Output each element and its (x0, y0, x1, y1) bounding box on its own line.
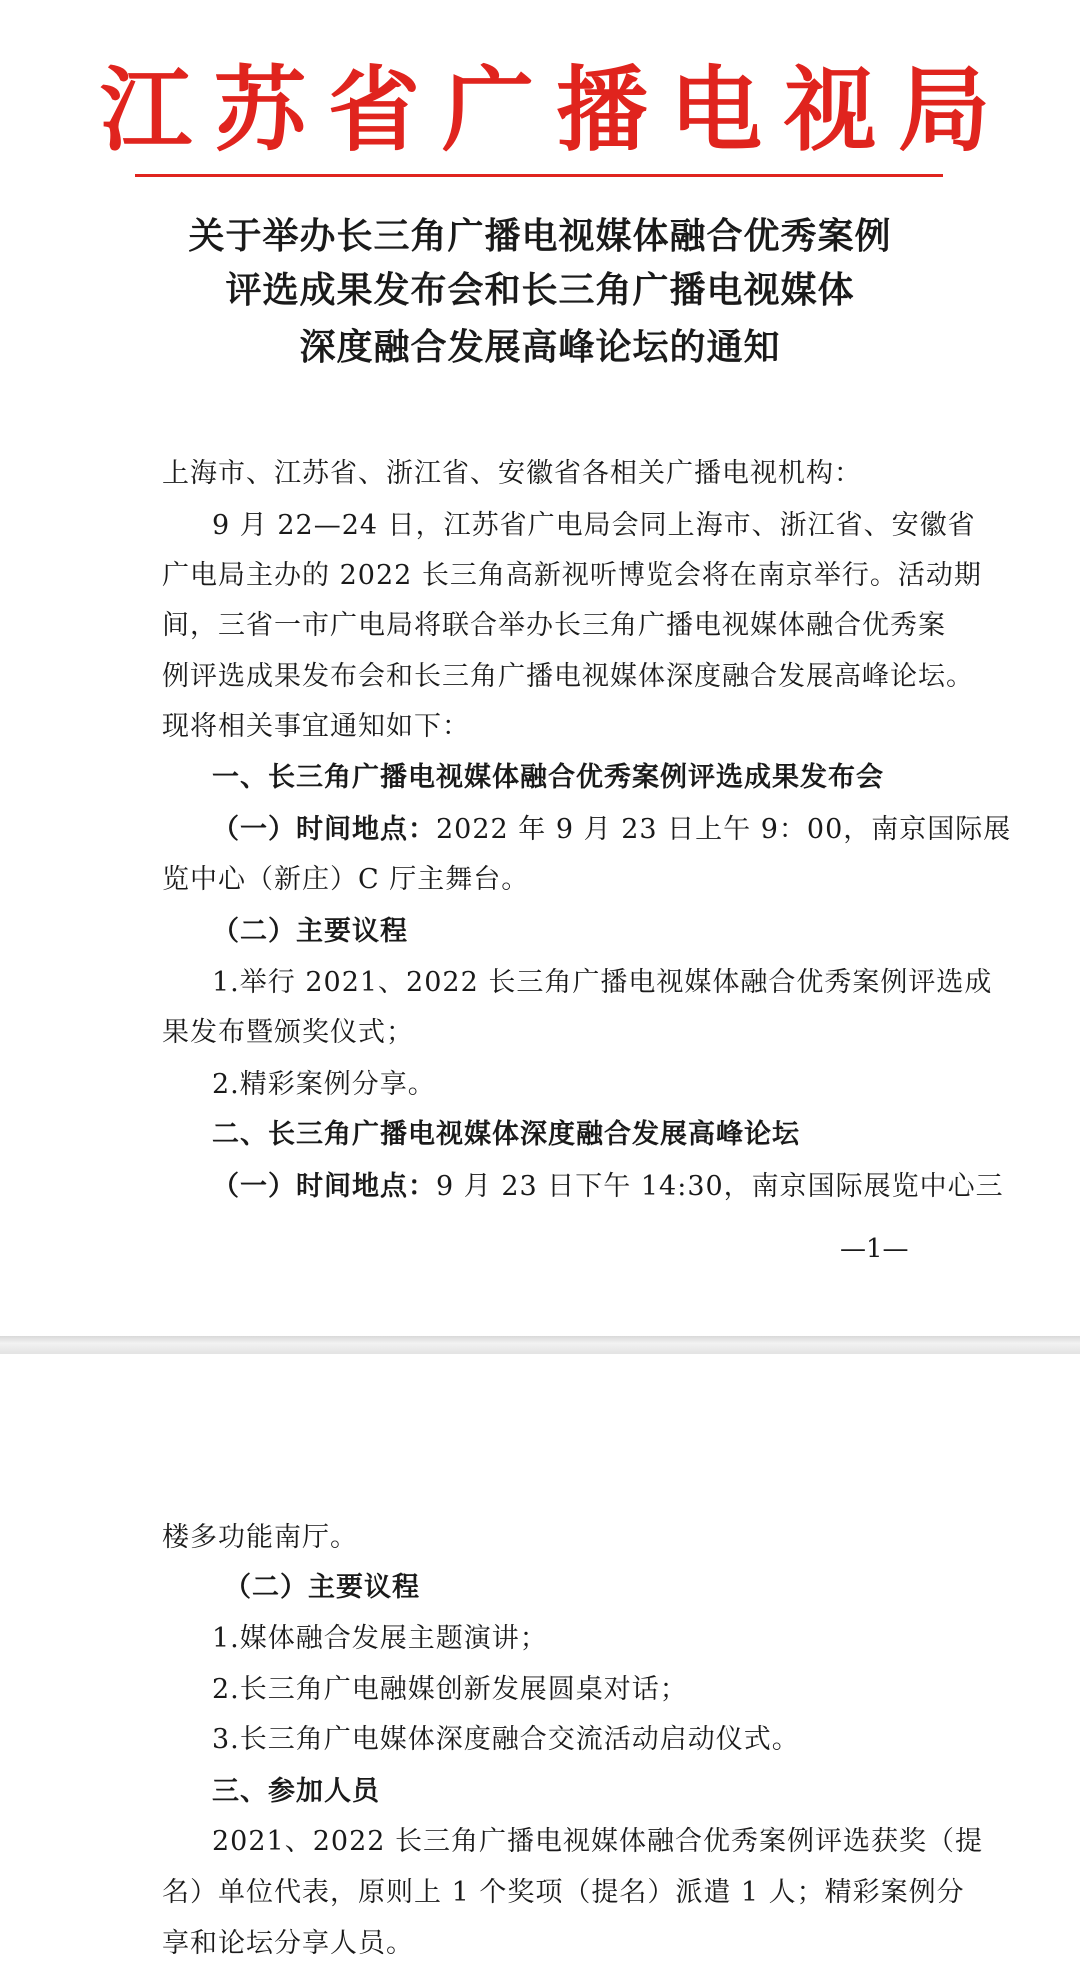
notice-title-line-3: 深度融合发展高峰论坛的通知 (299, 327, 781, 368)
paragraph-1-line: 广电局主办的 2022 长三角高新视听博览会将在南京举行。活动期 (162, 560, 982, 591)
section-2-agenda-item-1: 1.媒体融合发展主题演讲； (212, 1623, 548, 1654)
section-2-agenda-item-3: 3.长三角广电媒体深度融合交流活动启动仪式。 (212, 1724, 800, 1755)
section-1-agenda-label: （二）主要议程 (212, 916, 408, 947)
addressee: 上海市、江苏省、浙江省、安徽省各相关广播电视机构： (162, 458, 862, 489)
paragraph-1-line: 间，三省一市广电局将联合举办长三角广播电视媒体融合优秀案 (162, 610, 946, 641)
section-3-heading: 三、参加人员 (212, 1776, 380, 1807)
notice-title-line-2: 评选成果发布会和长三角广播电视媒体 (225, 270, 855, 311)
section-3-paragraph-line: 享和论坛分享人员。 (162, 1928, 414, 1959)
section-1-agenda-item-1: 1.举行 2021、2022 长三角广播电视媒体融合优秀案例评选成 (212, 967, 993, 998)
section-2-heading: 二、长三角广播电视媒体深度融合发展高峰论坛 (212, 1119, 800, 1150)
paragraph-1-line: 例评选成果发布会和长三角广播电视媒体深度融合发展高峰论坛。 (162, 661, 974, 692)
section-1-time-line-2: 览中心（新庄）C 厅主舞台。 (162, 864, 530, 895)
letterhead-title: 江苏省广播电视局 (100, 56, 1013, 164)
document-page-2 (0, 1354, 1080, 1972)
section-3-paragraph-line: 名）单位代表，原则上 1 个奖项（提名）派遣 1 人；精彩案例分 (162, 1877, 965, 1908)
letterhead-red-rule (135, 174, 943, 177)
paragraph-1-line: 9 月 22—24 日，江苏省广电局会同上海市、浙江省、安徽省 (212, 510, 976, 541)
paragraph-1-line: 现将相关事宜通知如下： (162, 711, 470, 742)
section-2-time-line-2: 楼多功能南厅。 (162, 1522, 358, 1553)
section-1-agenda-item-2: 2.精彩案例分享。 (212, 1069, 436, 1100)
section-2-time-value: 9 月 23 日下午 14:30，南京国际展览中心三 (436, 1171, 1004, 1202)
notice-title-line-1: 关于举办长三角广播电视媒体融合优秀案例 (188, 216, 892, 257)
section-3-paragraph-line: 2021、2022 长三角广播电视媒体融合优秀案例评选获奖（提 (212, 1826, 984, 1857)
section-2-time-line (212, 1169, 1004, 1205)
page-separator (0, 1336, 1080, 1354)
section-1-time-label: （一）时间地点： (212, 814, 436, 845)
page-number: —1— (840, 1234, 909, 1264)
section-1-time-value: 2022 年 9 月 23 日上午 9：00，南京国际展 (436, 814, 1012, 845)
section-1-time-line (212, 812, 1011, 848)
section-2-agenda-item-2: 2.长三角广电融媒创新发展圆桌对话； (212, 1674, 688, 1705)
section-2-time-label: （一）时间地点： (212, 1171, 436, 1202)
section-1-heading: 一、长三角广播电视媒体融合优秀案例评选成果发布会 (212, 762, 884, 793)
section-2-agenda-label: （二）主要议程 (224, 1572, 420, 1603)
section-1-agenda-item-1-cont: 果发布暨颁奖仪式； (162, 1017, 414, 1048)
